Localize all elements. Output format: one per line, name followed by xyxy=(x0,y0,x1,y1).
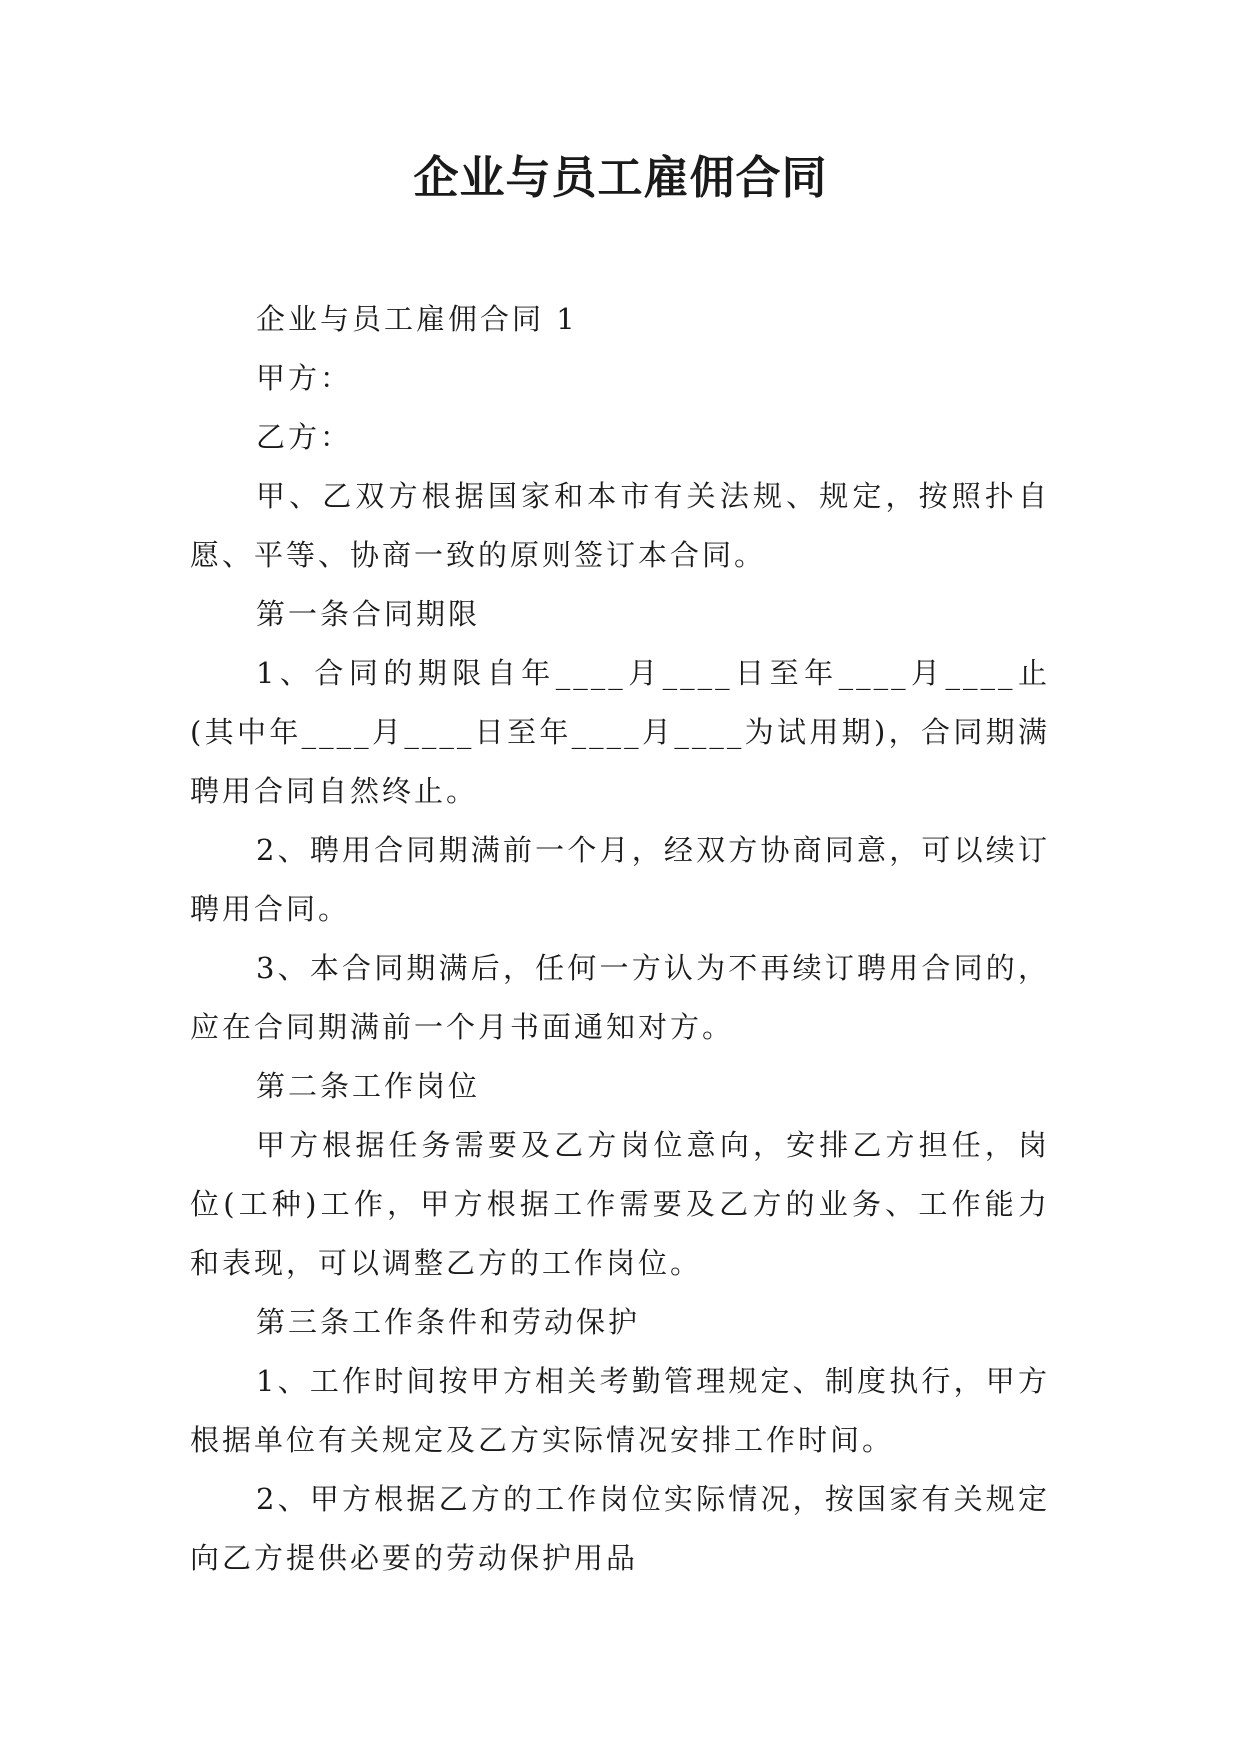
section-heading-term: 第一条合同期限 xyxy=(256,597,481,631)
paragraph-position: 甲方根据任务需要及乙方岗位意向，安排乙方担任，岗位(工种)工作，甲方根据工作需要及乙方的业务、工作能力和表现，可以调整乙方的工作岗位。 xyxy=(190,1128,1050,1280)
section-heading-position: 第二条工作岗位 xyxy=(256,1069,481,1103)
paragraph-term-1: 1、合同的期限自年____月____日至年____月____止(其中年____月____日至年____月____为试用期)，合同期满聘用合同自然终止。 xyxy=(190,656,1050,808)
section-heading-conditions: 第三条工作条件和劳动保护 xyxy=(256,1305,641,1339)
paragraph-party-a: 甲方： xyxy=(256,361,353,395)
paragraph-term-2: 2、聘用合同期满前一个月，经双方协商同意，可以续订聘用合同。 xyxy=(190,833,1050,926)
paragraph-term-3: 3、本合同期满后，任何一方认为不再续订聘用合同的，应在合同期满前一个月书面通知对方。 xyxy=(190,951,1050,1044)
paragraph-party-b: 乙方： xyxy=(256,420,353,454)
paragraph-preamble: 甲、乙双方根据国家和本市有关法规、规定，按照扑自愿、平等、协商一致的原则签订本合同。 xyxy=(190,479,1050,572)
paragraph-conditions-1: 1、工作时间按甲方相关考勤管理规定、制度执行，甲方根据单位有关规定及乙方实际情况安排工作时间。 xyxy=(190,1364,1050,1457)
paragraph-conditions-2: 2、甲方根据乙方的工作岗位实际情况，按国家有关规定向乙方提供必要的劳动保护用品 xyxy=(190,1482,1050,1575)
page-title: 企业与员工雇佣合同 xyxy=(413,151,828,204)
contract-body xyxy=(190,290,1050,1588)
paragraph-subtitle: 企业与员工雇佣合同 1 xyxy=(256,302,578,336)
